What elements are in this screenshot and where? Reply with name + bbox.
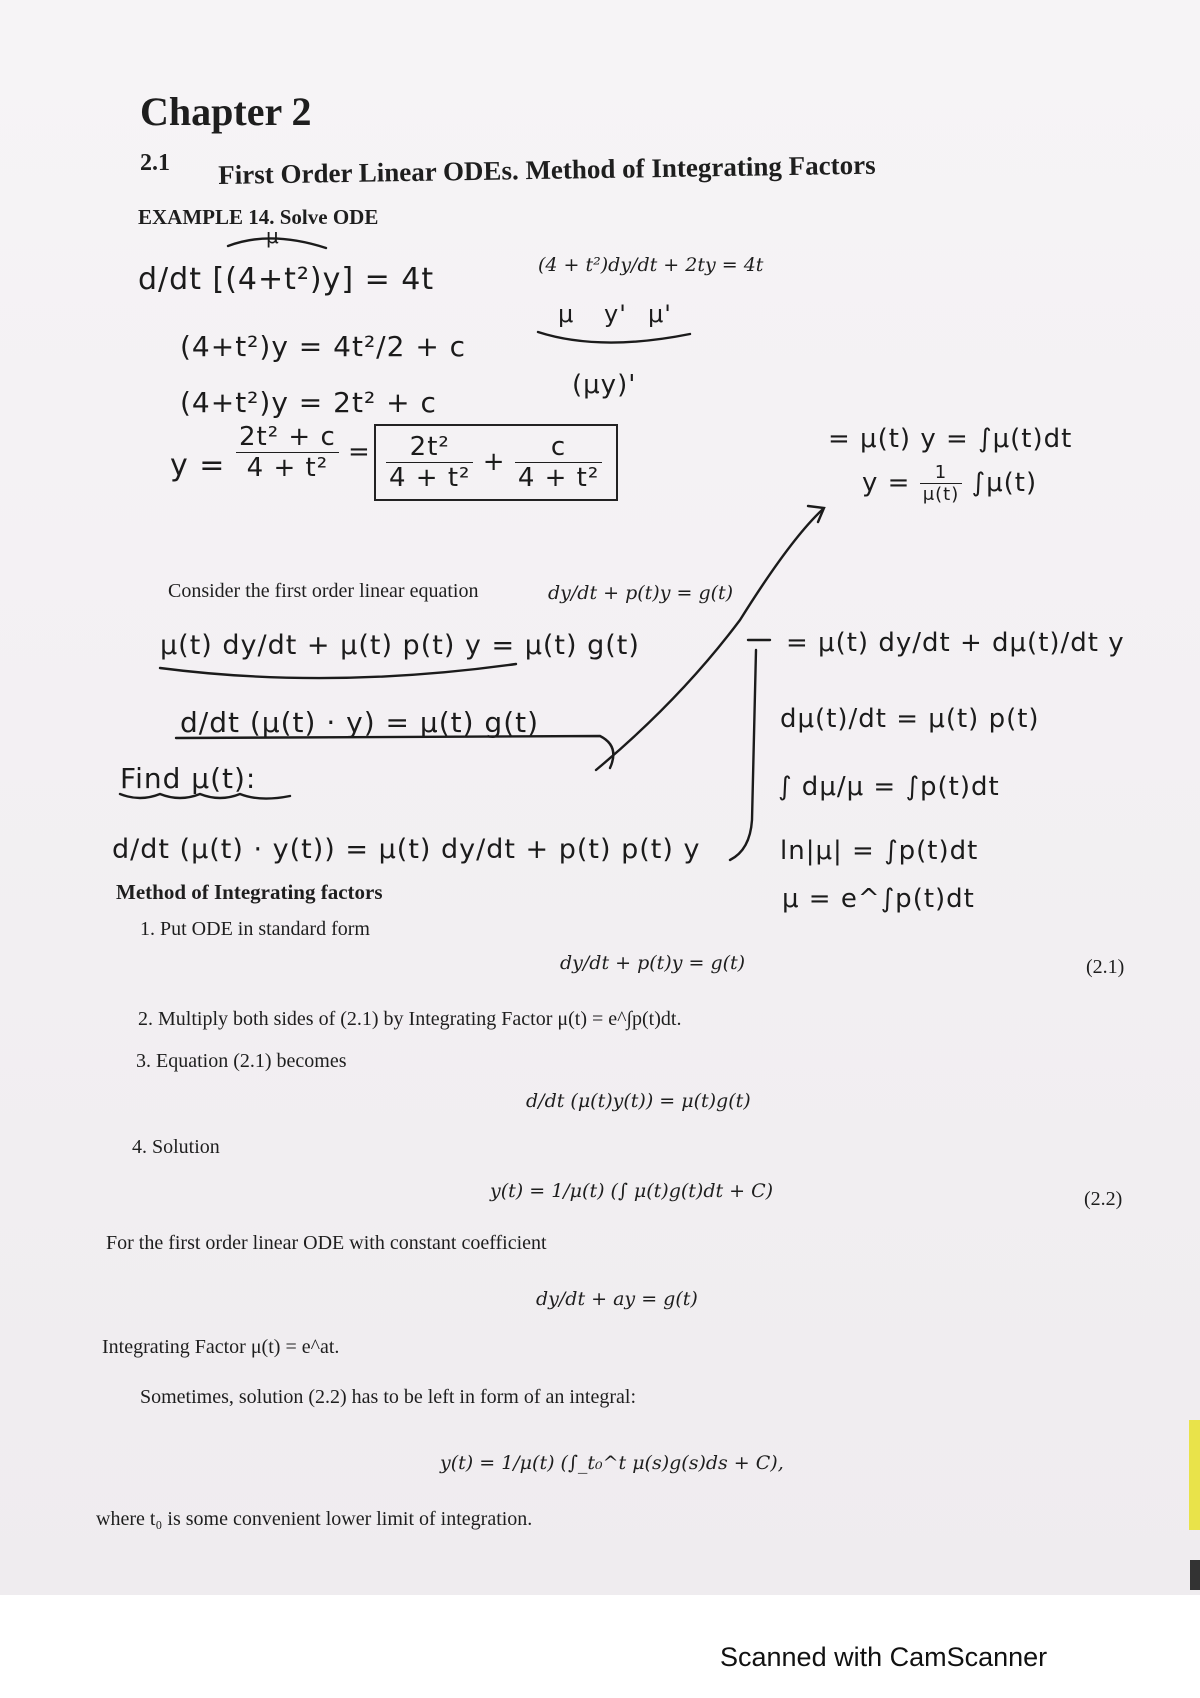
arrow-head-up [808, 506, 824, 522]
constant-text: For the first order linear ODE with constant coefficient [106, 1232, 547, 1254]
hw-frac-num: 2t² + c [236, 422, 339, 453]
method-title: Method of Integrating factors [116, 880, 383, 904]
section-number: 2.1 [140, 150, 170, 176]
yellow-edge-strip [1189, 1420, 1200, 1530]
hw-box-frac1-num: 2t² [386, 432, 473, 463]
bracket-derivation [730, 650, 756, 860]
hw-derivation-2: dμ(t)/dt = μ(t) p(t) [780, 704, 1040, 734]
hw-derivation-5: μ = e^∫p(t)dt [782, 884, 975, 914]
constant-equation: dy/dt + ay = g(t) [536, 1288, 698, 1310]
hw-equals: = [348, 437, 371, 467]
hw-example-line2: (4+t²)y = 4t²/2 + c [180, 330, 467, 363]
consider-text: Consider the first order linear equation [168, 580, 479, 602]
section-title: First Order Linear ODEs. Method of Integrating Factors [218, 149, 876, 190]
example-label: EXAMPLE 14. Solve ODE [138, 205, 379, 229]
ode-underlabel-mu: μ [558, 300, 575, 328]
integral-form-text: Sometimes, solution (2.2) has to be left in form of an integral: [140, 1386, 637, 1408]
hw-expand-line: d/dt (μ(t) · y(t)) = μ(t) dy/dt + p(t) p(t) y [112, 834, 701, 865]
method-eq-4-tag: (2.2) [1084, 1188, 1123, 1210]
hw-example-line1: d/dt [(4+t²)y] = 4t [138, 262, 435, 297]
dark-edge-strip [1190, 1560, 1200, 1590]
hw-derivation-4: ln|μ| = ∫p(t)dt [780, 836, 979, 866]
brace-under-ode [538, 332, 690, 343]
constant-factor: Integrating Factor μ(t) = e^at. [102, 1336, 340, 1358]
chapter-title: Chapter 2 [140, 89, 312, 134]
underline-find [120, 794, 290, 799]
scanner-watermark: Scanned with CamScanner [720, 1642, 1048, 1672]
integral-form-note: where t₀ is some convenient lower limit of integration. [96, 1508, 533, 1530]
hw-right-note-2-prefix: y = [862, 468, 911, 498]
brace-under-mult [160, 664, 516, 678]
arrow-up-right [596, 510, 822, 770]
hw-product-line: d/dt (μ(t) · y) = μ(t) g(t) [180, 706, 540, 739]
hw-right-note-1: = μ(t) y = ∫μ(t)dt [828, 424, 1073, 454]
consider-equation: dy/dt + p(t)y = g(t) [548, 582, 734, 604]
method-eq-1-tag: (2.1) [1086, 956, 1125, 978]
method-eq-4: y(t) = 1/μ(t) (∫ μ(t)g(t)dt + C) [490, 1180, 774, 1202]
hw-box-frac1-den: 4 + t² [389, 463, 471, 493]
ode-underlabel-muprime: μ' [648, 300, 672, 328]
hw-box-plus: + [482, 447, 515, 477]
method-step-2: 2. Multiply both sides of (2.1) by Integrating Factor μ(t) = e^∫p(t)dt. [138, 1008, 682, 1030]
method-step-4: 4. Solution [132, 1136, 220, 1158]
handwritten-mu-label: μ [266, 224, 280, 248]
example-ode: (4 + t²)dy/dt + 2ty = 4t [538, 254, 764, 276]
hw-right-note-2-suffix: ∫μ(t) [971, 468, 1038, 498]
hw-frac-den: 4 + t² [246, 453, 329, 483]
hw-right-note-2-num: 1 [920, 462, 963, 484]
ode-underlabel-yprime: y' [604, 300, 627, 328]
method-step-3: 3. Equation (2.1) becomes [136, 1050, 347, 1072]
hw-example-y: y = [170, 448, 226, 483]
brace-mu-over [228, 238, 326, 248]
hw-derivation-1: = μ(t) dy/dt + dμ(t)/dt y [786, 628, 1125, 658]
integral-form-equation: y(t) = 1/μ(t) (∫_t₀^t μ(s)g(s)ds + C), [440, 1452, 784, 1474]
method-step-1: 1. Put ODE in standard form [140, 918, 370, 940]
hw-right-note-2-den: μ(t) [922, 484, 960, 505]
hw-example-line3: (4+t²)y = 2t² + c [180, 386, 437, 419]
hw-box-frac2-den: 4 + t² [517, 463, 600, 493]
underline-product [176, 736, 613, 768]
hw-box-frac2-num: c [515, 432, 602, 463]
hw-find-mu: Find μ(t): [120, 762, 257, 795]
hw-multiply-line: μ(t) dy/dt + μ(t) p(t) y = μ(t) g(t) [160, 630, 640, 661]
hw-derivation-3: ∫ dμ/μ = ∫p(t)dt [778, 772, 1000, 802]
product-rule-label: (μy)' [572, 370, 637, 400]
method-eq-1: dy/dt + p(t)y = g(t) [560, 952, 746, 974]
method-eq-3: d/dt (μ(t)y(t)) = μ(t)g(t) [526, 1090, 751, 1112]
